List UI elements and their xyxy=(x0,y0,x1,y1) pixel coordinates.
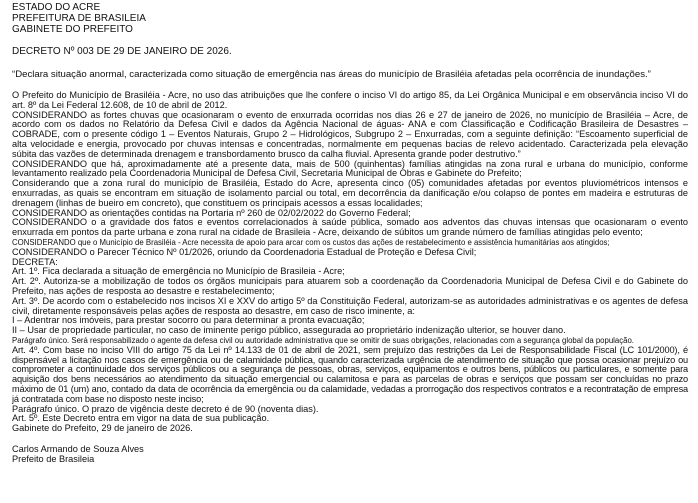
considering-paragraph: CONSIDERANDO o a gravidade dos fatos e eventos correlacionados à saúde pública, somado aos adventos das chuvas intensas que ocasionaram o evento enxurrada em pontos da parte urbana e zona rural na cidade de Brasileia - Acre, deixando de súbitos um grande número de famílias atingidas pelo evento; xyxy=(12,217,688,238)
considering-paragraph: CONSIDERANDO o Parecer Técnico Nº 01/2026, oriundo da Coordenadoria Estadual de Proteção e Defesa Civil; xyxy=(12,246,477,257)
signatory-name: Carlos Armando de Souza Alves xyxy=(12,443,144,454)
considering-paragraph: Considerando que a zona rural do município de Brasiléia, Estado do Acre, apresenta cinco (05) comunidades afetadas por eventos pluviométricos intensos e enxurradas, as quais se encontram em situação de isolamento parcial ou total, em decorrência da danificação e/ou colapso de pontes em madeira e estruturas de drenagem (linhas de bueiro em concreto), que constituem os principais acessos a essas localidades; xyxy=(12,178,688,208)
article-3-sole-paragraph: Parágrafo único. Será responsabilizado o agente da defesa civil ou autoridade administrativa que se omitir de suas obrigações, relacionadas com a segurança global da população. xyxy=(12,335,634,345)
article-2: Art. 2º. Autoriza-se a mobilização de todos os órgãos municipais para atuarem sob a coordenação da Coordenadoria Municipal de Defesa Civil e do Gabinete do Prefeito, nas ações de resposta ao desastre e restabelecimento; xyxy=(12,276,688,296)
article-4-sole-paragraph: Parágrafo único. O prazo de vigência deste decreto é de 90 (noventa dias). xyxy=(12,403,319,414)
article-1: Art. 1º. Fica declarada a situação de emergência no Município de Brasileia - Acre; xyxy=(12,266,345,277)
considering-paragraph: CONSIDERANDO que o Município de Brasiléia - Acre necessita de apoio para arcar com os custos das ações de restabelecimento e assistência humanitárias aos atingidos; xyxy=(12,237,610,247)
issue-place-date: Gabinete do Prefeito, 29 de janeiro de 2026. xyxy=(12,423,193,434)
decrees-label: DECRETA: xyxy=(12,256,58,267)
decree-title: DECRETO Nº 003 DE 29 DE JANEIRO DE 2026. xyxy=(12,46,232,57)
header-state: ESTADO DO ACRE xyxy=(12,2,101,13)
decree-document xyxy=(12,2,688,464)
decree-body xyxy=(12,91,688,434)
article-3-item-ii: II – Usar de propriedade particular, no caso de iminente perigo público, assegurada ao proprietário indenização ulterior, se houver dano. xyxy=(12,325,566,336)
article-5: Art. 5º. Este Decreto entra em vigor na data de sua publicação. xyxy=(12,413,270,424)
decree-summary: “Declara situação anormal, caracterizada como situação de emergência nas áreas do município de Brasiléia afetadas pela ocorrência de inundações.” xyxy=(12,69,651,80)
document-header xyxy=(12,2,688,35)
header-office: GABINETE DO PREFEITO xyxy=(12,24,133,35)
article-3-item-i: I – Adentrar nos imóveis, para prestar socorro ou para determinar a pronta evacuação; xyxy=(12,315,365,326)
considering-paragraph: CONSIDERANDO as orientações contidas na Portaria nº 260 de 02/02/2022 do Governo Federal; xyxy=(12,207,411,218)
signature-block xyxy=(12,444,688,464)
considering-paragraph: CONSIDERANDO que há, aproximadamente até a presente data, mais de 500 (quinhentas) famílias atingidas na zona rural e urbana do município, conforme levantamento realizado pela Coordenadoria Municipal de Defesa Civil, Secretaria Municipal de Obras e Gabinete do Prefeito; xyxy=(12,158,688,179)
signatory-role: Prefeito de Brasileia xyxy=(12,453,95,464)
article-4: Art. 4º. Com base no inciso VIII do artigo 75 da Lei nº 14.133 de 01 de abril de 2021, sem prejuízo das restrições da Lei de Responsabilidade Fiscal (LC 101/2000), é dispensável a licitação nos casos de emergência ou de calamidade pública, quando caracterizada urgência de atendimento de situação que possa ocasionar prejuízo ou comprometer a continuidade dos serviços públicos ou a segurança de pessoas, obras, serviços, equipamentos e outros bens, públicos ou particulares, e somente para aquisição dos bens necessários ao atendimento da situação emergencial ou calamitosa e para as parcelas de obras e serviços que possam ser concluídas no prazo máximo de 01 (um) ano, contado da data de ocorrência da emergência ou da calamidade, vedadas a prorrogação dos respectivos contratos e a recontratação de empresa já contratada com base no disposto neste inciso; xyxy=(12,344,688,404)
preamble-paragraph: O Prefeito do Município de Brasiléia - Acre, no uso das atribuições que lhe confere o inciso VI do artigo 85, da Lei Orgânica Municipal e em observância inciso VI do art. 8º da Lei Federal 12.608, de 10 de abril de 2012. xyxy=(12,90,688,110)
considering-paragraph: CONSIDERANDO as fortes chuvas que ocasionaram o evento de enxurrada ocorridas nos dias 26 e 27 de janeiro de 2026, no município de Brasiléia – Acre, de acordo com os dados no Relatório da Defesa Civil e dados da Agência Nacional de águas- ANA e com Classificação e Codificação Brasileira de Desastres – COBRADE, com o presente código 1 – Eventos Naturais, Grupo 2 – Hidrológicos, Subgrupo 2 – Enxurradas, com a seguinte definição: “Escoamento superficial de alta velocidade e energia, provocado por chuvas intensas e concentradas, normalmente em pequenas bacias de relevo acidentado. Caracterizada pela elevação súbita das vazões de determinada drenagem e transbordamento brusco da calha fluvial. Apresenta grande poder destrutivo.” xyxy=(12,109,688,159)
header-city-hall: PREFEITURA DE BRASILEIA xyxy=(12,13,146,24)
article-3: Art. 3º. De acordo com o estabelecido nos incisos XI e XXV do artigo 5º da Constituição Federal, autorizam-se as autoridades administrativas e os agentes de defesa civil, diretamente responsáveis pelas ações de resposta ao desastre, em caso de risco iminente, a: xyxy=(12,295,688,316)
